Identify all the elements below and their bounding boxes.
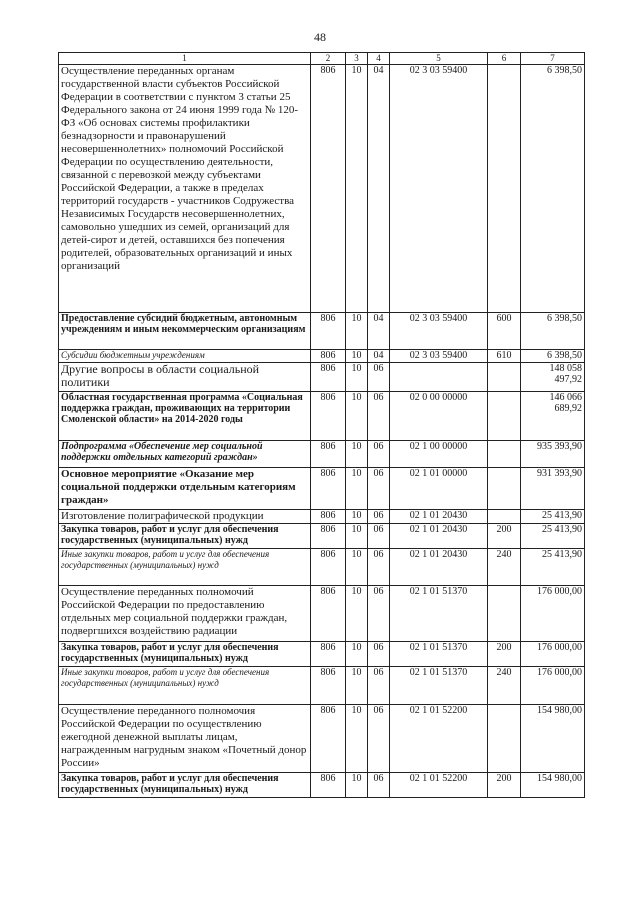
cell-target: 02 1 01 52200 [390, 705, 488, 773]
cell-ministry: 806 [311, 350, 346, 363]
cell-amount: 25 413,90 [521, 524, 585, 549]
cell-name: Другие вопросы в области социальной политики [59, 363, 311, 392]
cell-expense: 240 [488, 549, 521, 586]
cell-ministry: 806 [311, 468, 346, 510]
cell-subsection: 06 [368, 586, 390, 642]
header-cell-amount: 7 [521, 53, 585, 65]
cell-ministry: 806 [311, 642, 346, 667]
cell-section: 10 [346, 773, 368, 798]
cell-name: Основное мероприятие «Оказание мер социальной поддержки отдельным категориям граждан» [59, 468, 311, 510]
cell-subsection: 06 [368, 549, 390, 586]
cell-target: 02 3 03 59400 [390, 65, 488, 313]
table-body [59, 53, 585, 798]
cell-name: Изготовление полиграфической продукции [59, 510, 311, 524]
cell-target [390, 363, 488, 392]
cell-subsection: 04 [368, 350, 390, 363]
cell-section: 10 [346, 642, 368, 667]
cell-amount: 935 393,90 [521, 441, 585, 468]
cell-subsection: 06 [368, 642, 390, 667]
cell-target: 02 1 01 51370 [390, 667, 488, 705]
cell-ministry: 806 [311, 549, 346, 586]
cell-section: 10 [346, 313, 368, 350]
cell-section: 10 [346, 468, 368, 510]
header-row [59, 53, 585, 65]
cell-subsection: 06 [368, 524, 390, 549]
cell-name: Осуществление переданного полномочия Российской Федерации по осуществлению ежегодной денежной выплаты лицам, награжденным нагрудным знаком «Почетный донор России» [59, 705, 311, 773]
cell-amount: 6 398,50 [521, 313, 585, 350]
page-number: 48 [314, 30, 326, 44]
cell-ministry: 806 [311, 313, 346, 350]
cell-target: 02 1 01 51370 [390, 642, 488, 667]
header-cell-target: 5 [390, 53, 488, 65]
cell-section: 10 [346, 705, 368, 773]
cell-ministry: 806 [311, 392, 346, 441]
cell-amount: 176 000,00 [521, 667, 585, 705]
cell-section: 10 [346, 549, 368, 586]
cell-amount: 25 413,90 [521, 549, 585, 586]
cell-subsection: 06 [368, 441, 390, 468]
cell-section: 10 [346, 667, 368, 705]
cell-ministry: 806 [311, 667, 346, 705]
cell-amount: 6 398,50 [521, 350, 585, 363]
cell-target: 02 1 01 00000 [390, 468, 488, 510]
header-cell-name: 1 [59, 53, 311, 65]
table-row [59, 468, 585, 510]
cell-name: Областная государственная программа «Социальная поддержка граждан, проживающих на территории Смоленской области» на 2014-2020 годы [59, 392, 311, 441]
cell-expense: 200 [488, 524, 521, 549]
cell-name: Субсидии бюджетным учреждениям [59, 350, 311, 363]
table-row [59, 524, 585, 549]
cell-name: Иные закупки товаров, работ и услуг для обеспечения государственных (муниципальных) нужд [59, 667, 311, 705]
table-row [59, 510, 585, 524]
cell-expense: 200 [488, 642, 521, 667]
cell-expense [488, 441, 521, 468]
table-row [59, 363, 585, 392]
cell-subsection: 06 [368, 392, 390, 441]
cell-expense: 600 [488, 313, 521, 350]
header-cell-ministry: 2 [311, 53, 346, 65]
table-row [59, 350, 585, 363]
cell-amount: 25 413,90 [521, 510, 585, 524]
cell-ministry: 806 [311, 524, 346, 549]
cell-section: 10 [346, 392, 368, 441]
cell-ministry: 806 [311, 705, 346, 773]
cell-ministry: 806 [311, 773, 346, 798]
cell-expense: 610 [488, 350, 521, 363]
cell-expense: 200 [488, 773, 521, 798]
cell-amount: 146 066 689,92 [521, 392, 585, 441]
cell-target: 02 1 00 00000 [390, 441, 488, 468]
cell-name: Осуществление переданных полномочий Российской Федерации по предоставлению отдельных мер социальной поддержки граждан, подвергшихся воздействию радиации [59, 586, 311, 642]
cell-section: 10 [346, 441, 368, 468]
table-row [59, 65, 585, 313]
cell-subsection: 06 [368, 667, 390, 705]
cell-expense [488, 705, 521, 773]
cell-ministry: 806 [311, 65, 346, 313]
cell-section: 10 [346, 363, 368, 392]
cell-name: Закупка товаров, работ и услуг для обеспечения государственных (муниципальных) нужд [59, 773, 311, 798]
cell-expense [488, 510, 521, 524]
cell-section: 10 [346, 524, 368, 549]
cell-subsection: 06 [368, 363, 390, 392]
cell-expense [488, 468, 521, 510]
header-cell-subsection: 4 [368, 53, 390, 65]
cell-name: Предоставление субсидий бюджетным, автономным учреждениям и иным некоммерческим организациям [59, 313, 311, 350]
cell-amount: 154 980,00 [521, 705, 585, 773]
cell-target: 02 3 03 59400 [390, 313, 488, 350]
table-row [59, 705, 585, 773]
cell-target: 02 0 00 00000 [390, 392, 488, 441]
cell-name: Закупка товаров, работ и услуг для обеспечения государственных (муниципальных) нужд [59, 524, 311, 549]
cell-ministry: 806 [311, 441, 346, 468]
cell-section: 10 [346, 586, 368, 642]
cell-subsection: 04 [368, 65, 390, 313]
cell-expense [488, 392, 521, 441]
cell-subsection: 06 [368, 705, 390, 773]
cell-subsection: 04 [368, 313, 390, 350]
cell-amount: 931 393,90 [521, 468, 585, 510]
cell-expense [488, 65, 521, 313]
cell-subsection: 06 [368, 468, 390, 510]
header-cell-section: 3 [346, 53, 368, 65]
cell-target: 02 1 01 20430 [390, 524, 488, 549]
cell-name: Подпрограмма «Обеспечение мер социальной поддержки отдельных категорий граждан» [59, 441, 311, 468]
table-row [59, 773, 585, 798]
cell-target: 02 1 01 52200 [390, 773, 488, 798]
cell-expense [488, 363, 521, 392]
cell-amount: 154 980,00 [521, 773, 585, 798]
table-row [59, 392, 585, 441]
cell-amount: 6 398,50 [521, 65, 585, 313]
cell-amount: 176 000,00 [521, 642, 585, 667]
cell-target: 02 1 01 20430 [390, 549, 488, 586]
cell-amount: 148 058 497,92 [521, 363, 585, 392]
table-row [59, 642, 585, 667]
cell-name: Закупка товаров, работ и услуг для обеспечения государственных (муниципальных) нужд [59, 642, 311, 667]
cell-ministry: 806 [311, 510, 346, 524]
header-cell-expense: 6 [488, 53, 521, 65]
cell-section: 10 [346, 350, 368, 363]
table-row [59, 441, 585, 468]
budget-table [58, 52, 585, 798]
cell-section: 10 [346, 510, 368, 524]
cell-target: 02 1 01 51370 [390, 586, 488, 642]
table-row [59, 586, 585, 642]
cell-amount: 176 000,00 [521, 586, 585, 642]
cell-ministry: 806 [311, 363, 346, 392]
table-row [59, 667, 585, 705]
cell-subsection: 06 [368, 773, 390, 798]
cell-target: 02 1 01 20430 [390, 510, 488, 524]
cell-name: Осуществление переданных органам государственной власти субъектов Российской Федерации в соответствии с пунктом 3 статьи 25 Федерального закона от 24 июня 1999 года № 120-ФЗ «Об основах системы профилактики безнадзорности и правонарушений несовершеннолетних» полномочий Российской Федерации по осуществлению деятельности, связанной с перевозкой между субъектами Российской Федерации, а также в пределах территорий государств - участников Содружества Независимых Государств несовершеннолетних, самовольно ушедших из семей, организаций для детей-сирот и детей, оставшихся без попечения родителей, образовательных организаций и иных организаций [59, 65, 311, 313]
cell-ministry: 806 [311, 586, 346, 642]
cell-expense: 240 [488, 667, 521, 705]
cell-target: 02 3 03 59400 [390, 350, 488, 363]
cell-subsection: 06 [368, 510, 390, 524]
cell-name: Иные закупки товаров, работ и услуг для обеспечения государственных (муниципальных) нужд [59, 549, 311, 586]
cell-expense [488, 586, 521, 642]
table-row [59, 313, 585, 350]
cell-section: 10 [346, 65, 368, 313]
table-row [59, 549, 585, 586]
